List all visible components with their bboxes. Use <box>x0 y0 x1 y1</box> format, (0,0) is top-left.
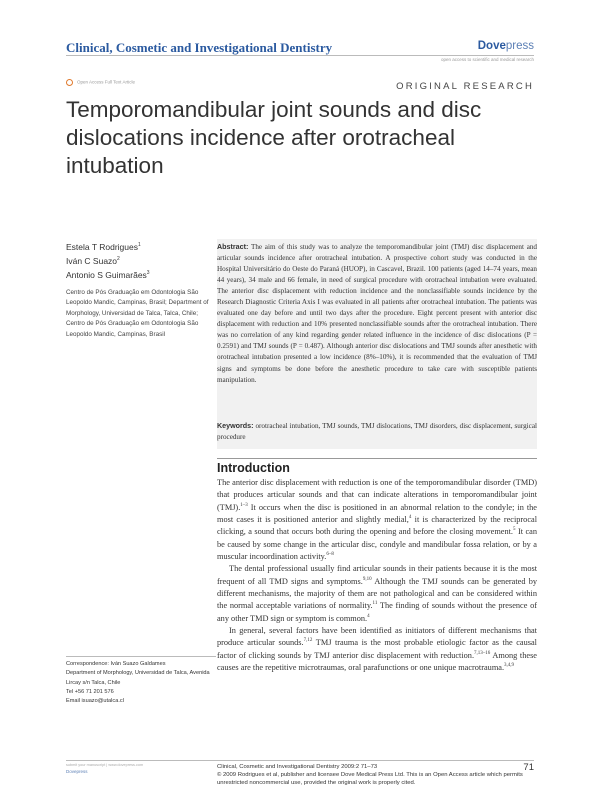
citation-ref[interactable]: 7,12 <box>303 638 313 644</box>
keywords-text: orotracheal intubation, TMJ sounds, TMJ dislocations, TMJ disorders, disc displacement, surgical procedure <box>217 422 537 442</box>
citation-ref[interactable]: 5 <box>513 527 516 533</box>
author-list <box>66 240 216 282</box>
paragraph: The anterior disc displacement with reduction is one of the temporomandibular disorder (TMD) that produces articular sounds and that can indicate alterations in temporomandibular joint (TMJ).$^{1-3}$ It occurs when the disc is positioned in an abnormal relation to the condyle; in the most cases it is positioned anterior and slightly medial,$^4$ it is characterized by the reciprocal clicking, a sound that occurs both during the opening and before the closing movement.$^5$ It can be caused by some change in the articular disc, condyle and mandibular fossa relation, or by a muscular incoordination activity.$^{6-8}$ <box>217 478 537 562</box>
correspondence-rule <box>66 656 216 657</box>
brand-prefix: Dove <box>477 40 506 52</box>
section-label: ORIGINAL RESEARCH <box>396 81 534 92</box>
footer-logo[interactable]: Dovepress <box>66 769 88 774</box>
affiliations: Centro de Pós Graduação em Odontologia São Leopoldo Mandic, Campinas, Brasil; Department of Morphology, Universidad de Talca, Talca, Chile; Centro de Pós Graduação em Odontologia São Leopoldo Mandic, Campinas, Brasil <box>66 289 209 338</box>
brand-suffix: press <box>505 40 534 52</box>
footer-submit-link[interactable]: submit your manuscript | www.dovepress.com <box>66 763 144 767</box>
open-access-text: Open Access Full Text Article <box>77 79 135 85</box>
open-access-icon <box>66 79 73 86</box>
publisher-logo[interactable] <box>478 40 534 52</box>
abstract-text: The aim of this study was to analyze the temporomandibular joint (TMJ) disc displacement and articular sounds incidence after orotracheal intubation. A prospective cohort study was conducted in the Hospital Universitário do Oeste do Paraná (HUOP), in Cascavel, Brazil. 100 patients (aged 14–74 years, mean 44 years), 34 male and 66 female, in need of surgical procedure with orotracheal intubation were evaluated. The anterior disc displacement with reduction incidence and the nonclassifiable sounds incidence by the Research Diagnostic Criteria Axis I was evaluated in all patients after orotracheal intubation. The patients was evaluated one day before and until two days after the procedure. Eight percent present with anterior disc displacement with reduction and 10% presented nonclassifiable sounds after the orotracheal intubation. There was no correlation of any kind regarding gender related influence in the incidence of disc dislocations (P = 0.2591) and TMJ sounds (P = 0.487). Although anterior disc dislocations and TMJ sounds after anesthetic with orotracheal intubation presented a low incidence (8%–10%), it is recommended that the evaluation of TMJ signs and symptoms be done before the anesthetic procedure to take care with susceptible patients manipulation. <box>217 243 538 384</box>
intro-rule <box>217 458 537 459</box>
author-name[interactable]: Antonio S Guimarães$^3$ <box>66 270 150 280</box>
citation-ref[interactable]: 6–8 <box>326 552 334 558</box>
abstract-label: Abstract: <box>217 243 249 251</box>
citation-ref[interactable]: 9,10 <box>362 576 372 582</box>
correspondence <box>66 660 216 706</box>
page-number: 71 <box>523 762 534 773</box>
citation-ref[interactable]: 4 <box>408 515 412 521</box>
footer-rule <box>66 760 534 761</box>
citation-ref[interactable]: 7,13–16 <box>474 651 491 657</box>
paragraph: The dental professional usually find articular sounds in their patients because it is the most frequent of all TMD signs and symptoms.$^{9,10}$ Although the TMJ sounds can be generated by different mechanisms, the majority of them are not pathological and can be considered within the normal acceptable variations of normality.$^{11}$ The finding of sounds without the presence of any other TMD sign or symptom is common.$^4$ <box>217 564 538 623</box>
journal-title[interactable]: Clinical, Cosmetic and Investigational Dentistry <box>66 40 333 55</box>
keywords-label: Keywords: <box>217 422 254 430</box>
abstract <box>217 242 537 386</box>
author-name[interactable]: Iván C Suazo$^2$ <box>66 256 120 266</box>
open-access-label <box>66 79 135 86</box>
citation-ref[interactable]: 4 <box>367 614 370 620</box>
correspondence-email[interactable]: Email isuazo@utalca.cl <box>66 698 124 705</box>
copyright-notice: © 2009 Rodrigues et al, publisher and licensee Dove Medical Press Ltd. This is an Open Access article which permits unrestricted noncommercial use, provided the original work is properly cited. <box>217 772 523 786</box>
publisher-tagline: open access to scientific and medical research <box>440 57 534 62</box>
correspondence-line: Department of Morphology, Universidad de Talca, Avenida Lircay s/n Talca, Chile <box>66 670 210 686</box>
correspondence-line: Correspondence: Iván Suazo Galdames <box>66 661 166 667</box>
intro-body <box>217 477 537 675</box>
paragraph: In general, several factors have been identified as initiators of different mechanisms that produce articular sounds.$^{7,12}$ TMJ trauma is the most probable etiologic factor as the causal factor of clicking sounds by TMJ anterior disc displacement with reduction.$^{7,13-16}$ Among these causes are the repetitive microtraumas, oral parafunctions or one unique macrotrauma.$^{3,4,9}$ <box>217 626 537 673</box>
header-rule <box>66 55 534 56</box>
section-heading: Introduction <box>217 461 290 475</box>
correspondence-line: Tel +56 71 201 576 <box>66 688 114 695</box>
citation-ref[interactable]: 1–3 <box>240 502 248 508</box>
citation-ref[interactable]: 11 <box>372 601 378 607</box>
keywords <box>217 421 537 443</box>
article-title: Temporomandibular joint sounds and disc dislocations incidence after orotracheal intubation <box>66 97 482 178</box>
footer-citation: Clinical, Cosmetic and Investigational Dentistry 2009:2 71–73 <box>217 764 378 770</box>
author-name[interactable]: Estela T Rodrigues$^1$ <box>66 242 141 252</box>
citation-ref[interactable]: 3,4,9 <box>504 663 515 669</box>
